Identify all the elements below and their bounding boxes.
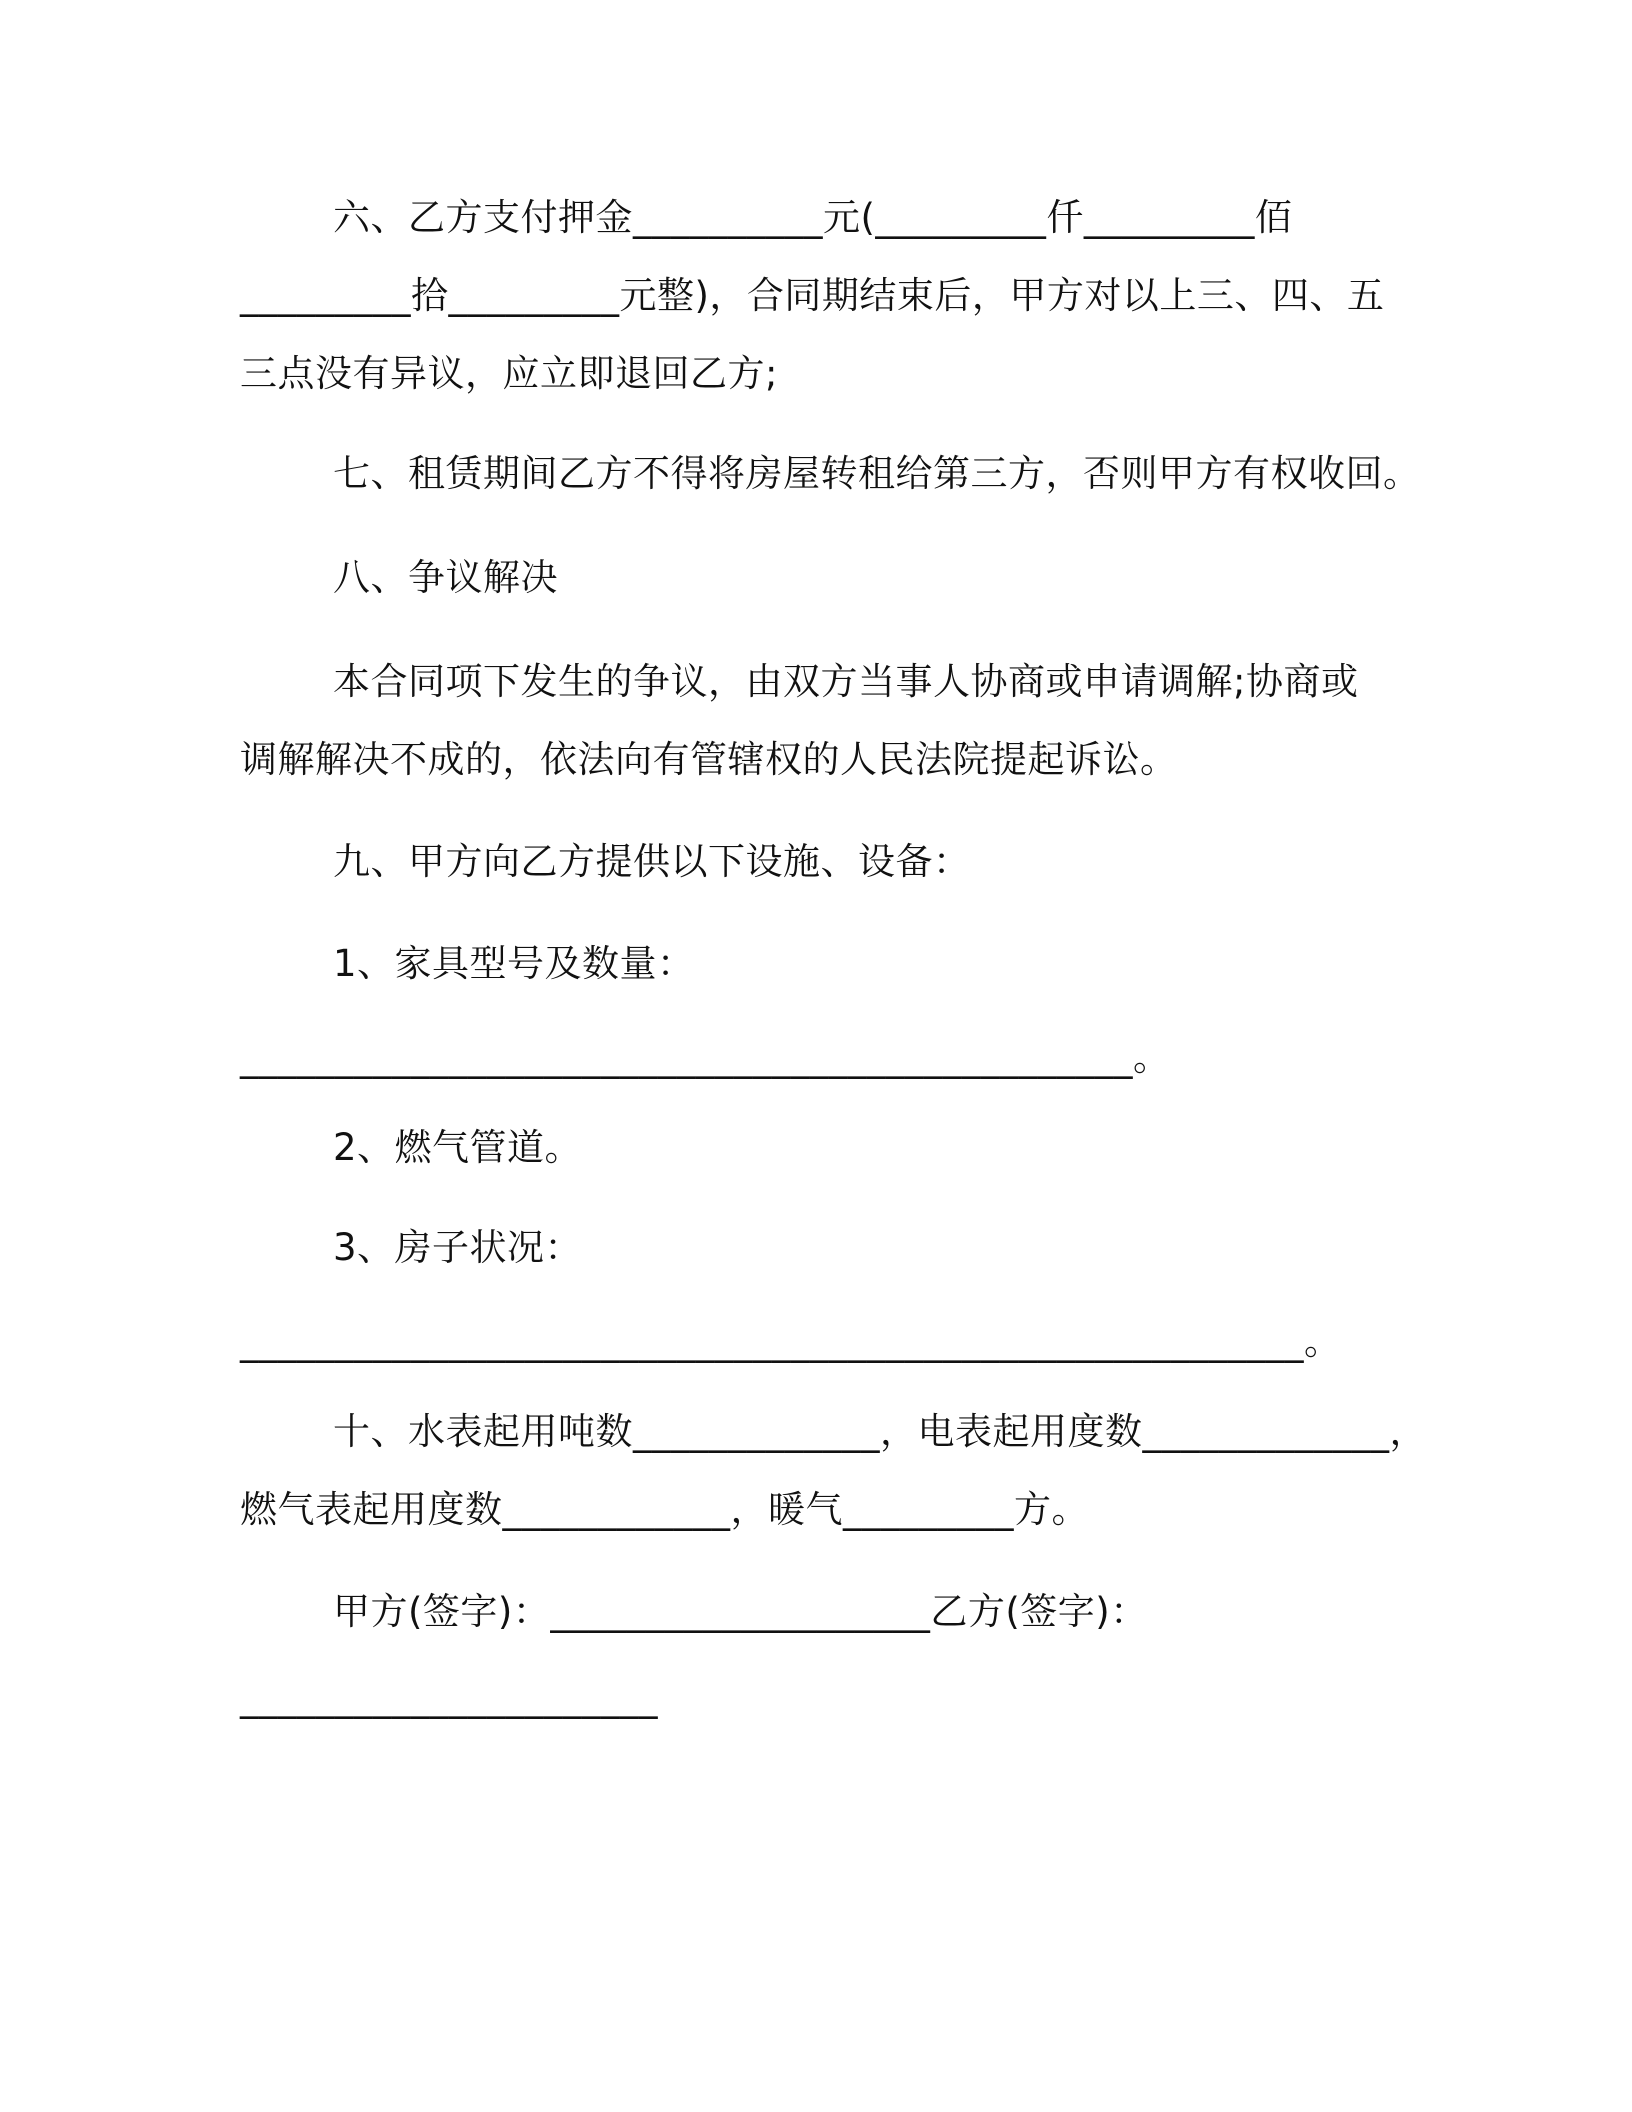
clause-6-line-2: _________拾_________元整)，合同期结束后，甲方对以上三、四、五 [240,274,1385,317]
item-1-furniture: 1、家具型号及数量： [333,942,695,985]
clause-8-heading: 八、争议解决 [333,556,558,599]
signature-blank: ______________________ [240,1676,658,1719]
clause-10-line-1: 十、水表起用吨数_____________，电表起用度数_____________， [333,1410,1427,1453]
clause-8-line-2: 调解解决不成的，依法向有管辖权的人民法院提起诉讼。 [240,738,1178,781]
clause-10-line-2: 燃气表起用度数____________，暖气_________方。 [240,1488,1089,1531]
clause-7: 七、租赁期间乙方不得将房屋转租给第三方，否则甲方有权收回。 [333,452,1421,495]
item-3-house-condition: 3、房子状况： [333,1226,583,1269]
item-1-blank: _______________________________________________。 [240,1036,1171,1079]
clause-6-line-3: 三点没有异议，应立即退回乙方; [240,352,778,395]
clause-6-line-1: 六、乙方支付押金__________元(_________仟_________佰 [333,196,1293,239]
signature-line: 甲方(签字)：____________________乙方(签字)： [333,1590,1148,1633]
clause-9-heading: 九、甲方向乙方提供以下设施、设备： [333,840,971,883]
clause-8-line-1: 本合同项下发生的争议，由双方当事人协商或申请调解;协商或 [333,660,1359,703]
item-2-gas-pipe: 2、燃气管道。 [333,1126,583,1169]
item-3-blank: ________________________________________________________。 [240,1320,1342,1363]
